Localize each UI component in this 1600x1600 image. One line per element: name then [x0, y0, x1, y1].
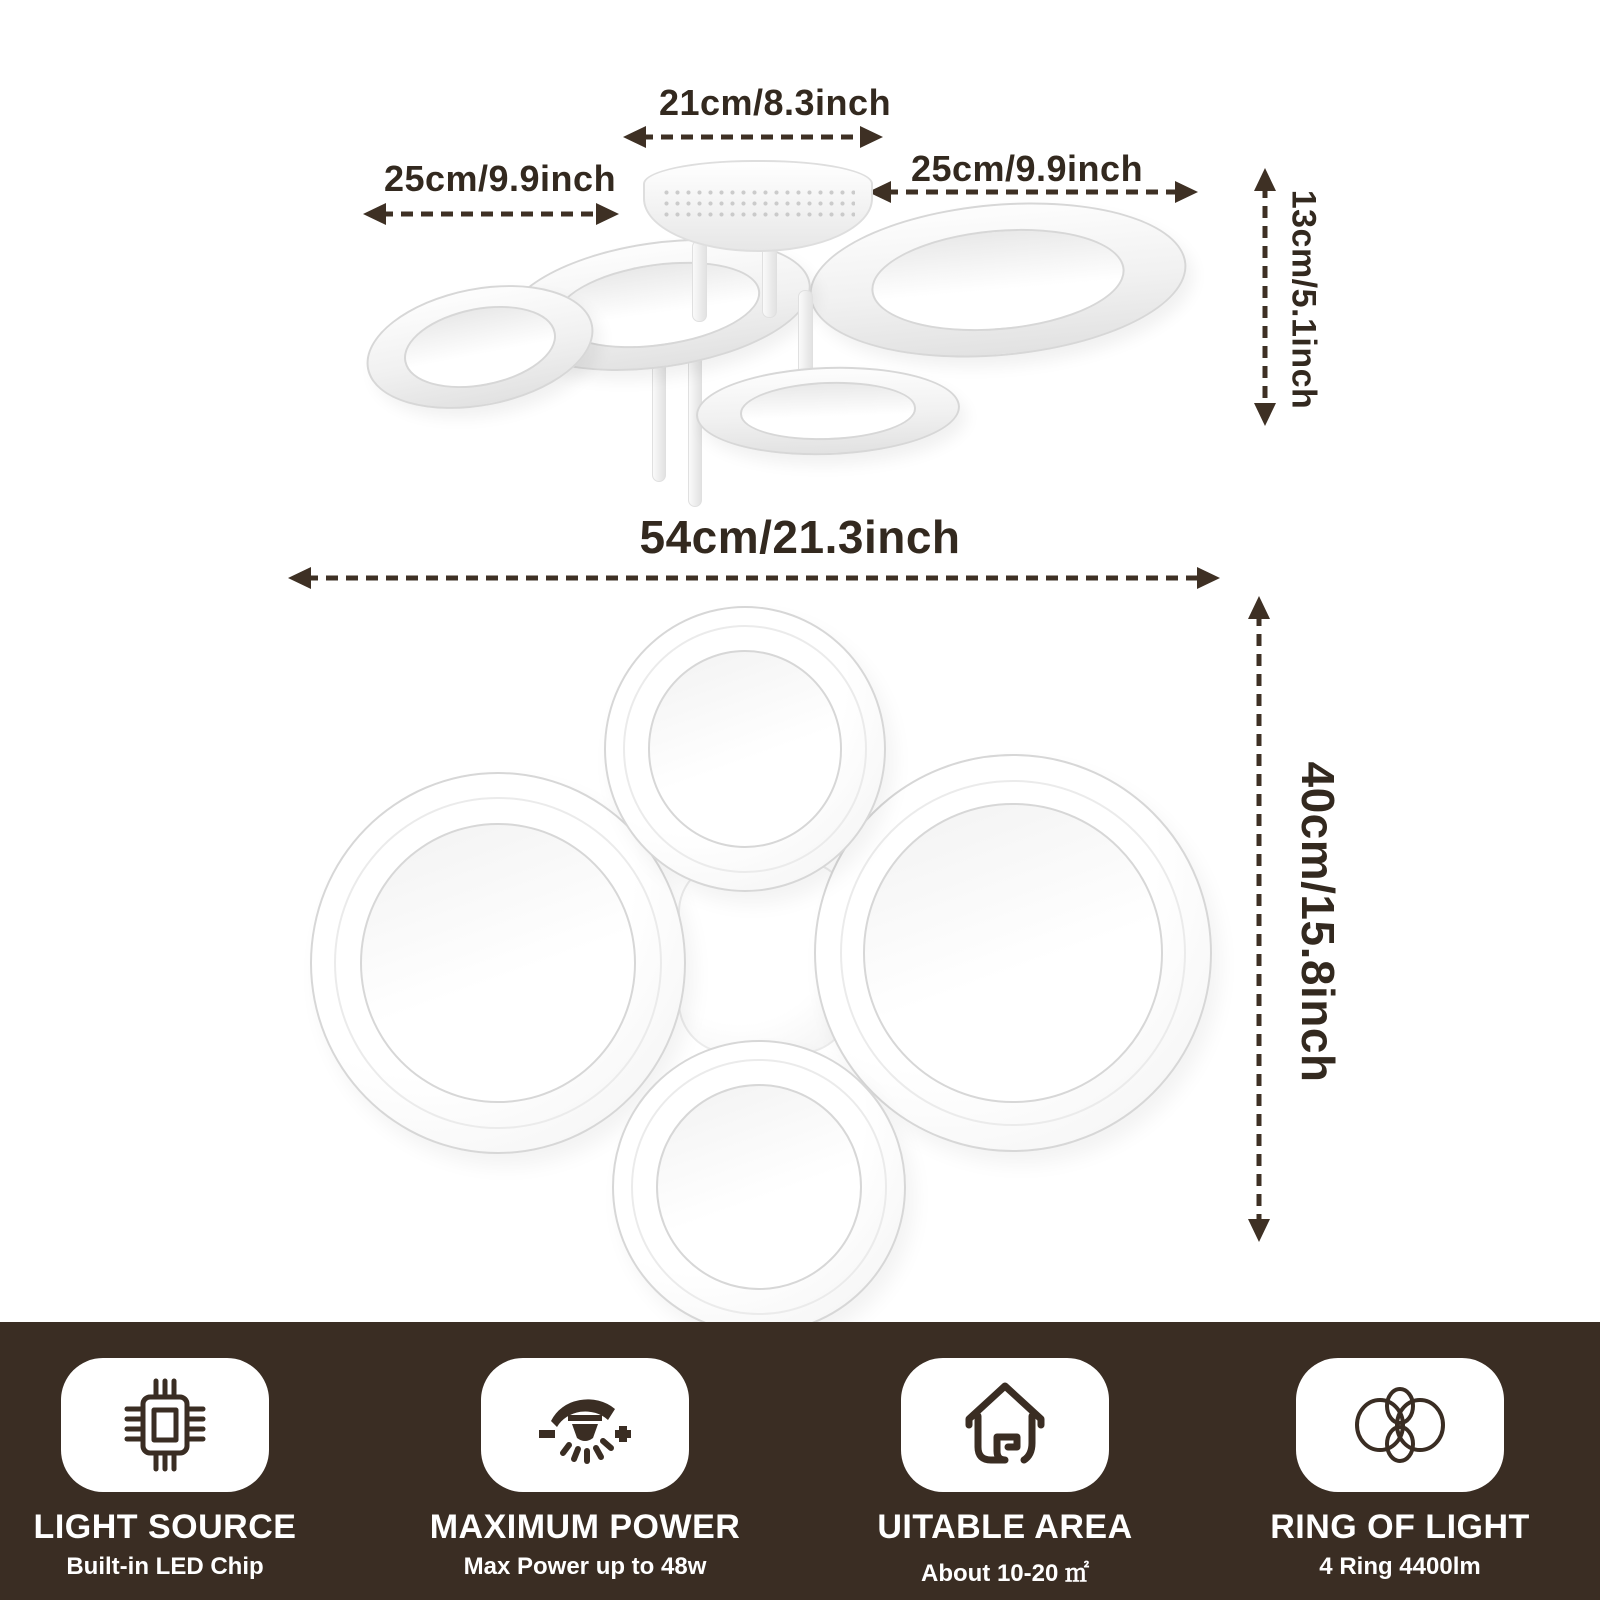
feature-subtitle: 4 Ring 4400lm	[1319, 1553, 1481, 1580]
dim-label-overall-width: 54cm/21.3inch	[639, 511, 961, 563]
dim-label-right-ring-width: 25cm/9.9inch	[910, 148, 1144, 189]
dim-arrow-overall-width	[288, 565, 1220, 591]
feature-title: MAXIMUM POWER	[429, 1508, 741, 1546]
dim-arrow-fixture-height	[1252, 168, 1278, 426]
rings-icon	[1350, 1375, 1450, 1475]
light-ring-right	[814, 754, 1212, 1152]
dim-arrow-left-ring-width	[363, 201, 619, 227]
feature-ring-of-light	[1210, 1322, 1590, 1600]
arrowhead-right-icon	[860, 126, 883, 148]
feature-title: UITABLE AREA	[877, 1508, 1133, 1546]
ceiling-canopy	[643, 160, 873, 252]
light-ring-top	[604, 606, 886, 892]
feature-subtitle: Max Power up to 48w	[463, 1553, 707, 1580]
feature-title: LIGHT SOURCE	[33, 1508, 297, 1546]
arrowhead-right-icon	[1197, 567, 1220, 589]
dim-arrow-canopy-width	[623, 124, 883, 150]
light-ring-bottom	[612, 1040, 906, 1334]
feature-title: RING OF LIGHT	[1270, 1508, 1530, 1546]
dim-label-fixture-height: 13cm/5.1inch	[1284, 189, 1323, 410]
arrowhead-down-icon	[1248, 1219, 1270, 1242]
support-rod	[762, 242, 777, 318]
feature-subtitle: About 10-20 ㎡	[920, 1560, 1090, 1587]
dim-arrow-right-ring-width	[868, 179, 1198, 205]
arrowhead-down-icon	[1254, 403, 1276, 426]
canopy-perforation-dots	[661, 187, 855, 219]
feature-maximum-power	[395, 1322, 775, 1600]
feature-suitable-area	[815, 1322, 1195, 1600]
dimmer-icon	[535, 1375, 635, 1475]
dim-label-left-ring-width: 25cm/9.9inch	[383, 158, 617, 199]
feature-bar	[0, 1322, 1600, 1600]
feature-subtitle: Built-in LED Chip	[66, 1553, 264, 1580]
dim-arrow-overall-height	[1246, 596, 1272, 1242]
feature-tile	[481, 1358, 689, 1492]
feature-tile	[1296, 1358, 1504, 1492]
dim-label-overall-height: 40cm/15.8inch	[1292, 761, 1344, 1083]
feature-tile	[901, 1358, 1109, 1492]
dim-label-canopy-width: 21cm/8.3inch	[658, 82, 892, 123]
support-rod	[692, 240, 707, 322]
arrowhead-right-icon	[1175, 181, 1198, 203]
feature-tile	[61, 1358, 269, 1492]
feature-light-source	[0, 1322, 355, 1600]
house-icon	[955, 1375, 1055, 1475]
light-ring-bottom	[695, 362, 962, 459]
arrowhead-right-icon	[596, 203, 619, 225]
chip-icon	[115, 1375, 215, 1475]
